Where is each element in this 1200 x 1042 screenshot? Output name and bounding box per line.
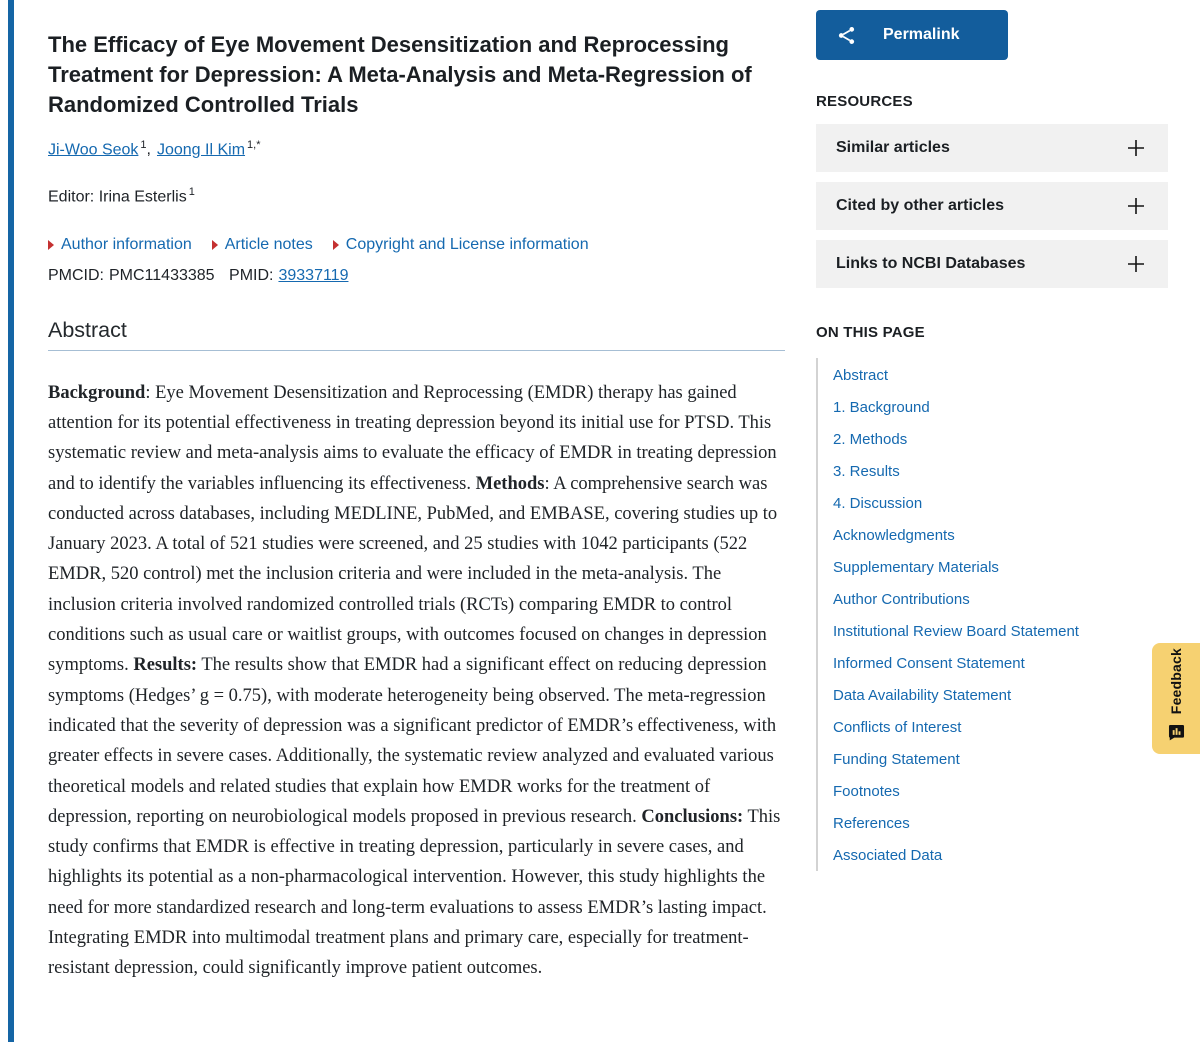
toc-link-supplementary-materials[interactable]: Supplementary Materials xyxy=(833,559,999,576)
permalink-button[interactable] xyxy=(816,10,1008,60)
article-notes-link[interactable] xyxy=(212,236,313,254)
pmcid-value: PMC11433385 xyxy=(109,266,215,284)
author-information-label: Author information xyxy=(61,235,192,253)
toc-link-informed-consent-statement[interactable]: Informed Consent Statement xyxy=(833,655,1025,672)
toc-link-discussion[interactable]: 4. Discussion xyxy=(833,495,923,512)
right-sidebar xyxy=(816,0,1168,871)
red-triangle-bullet-icon xyxy=(48,240,54,250)
feedback-label: Feedback xyxy=(1168,647,1184,714)
resources-heading: RESOURCES xyxy=(816,93,913,110)
article-links-row xyxy=(48,236,785,254)
article-notes-label: Article notes xyxy=(224,235,313,253)
toc-link-references[interactable]: References xyxy=(833,815,910,832)
toc-link-funding-statement[interactable]: Funding Statement xyxy=(833,751,960,768)
similar-articles-label: Similar articles xyxy=(836,139,950,156)
author-affiliation-sup: 1 xyxy=(140,139,147,151)
authors-line xyxy=(48,139,785,159)
abstract-methods-label: Methods xyxy=(475,473,545,494)
plus-expand-icon xyxy=(1126,138,1146,158)
abstract-results-label: Results: xyxy=(133,655,198,676)
copyright-license-link[interactable] xyxy=(333,236,589,254)
toc-link-data-availability-statement[interactable]: Data Availability Statement xyxy=(833,687,1012,704)
editor-affiliation-sup: 1 xyxy=(188,186,195,199)
accordion-similar-articles[interactable] xyxy=(816,124,1168,172)
permalink-label: Permalink xyxy=(883,26,960,43)
author-affiliation-sup: 1,* xyxy=(247,139,261,151)
author-separator: , xyxy=(146,141,151,159)
on-this-page-heading: ON THIS PAGE xyxy=(816,324,925,341)
left-accent-bar xyxy=(8,0,14,1042)
ncbi-links-label: Links to NCBI Databases xyxy=(836,255,1026,272)
pmid-link[interactable]: 39337119 xyxy=(278,266,349,284)
abstract-background-label: Background xyxy=(48,382,146,403)
toc-link-institutional-review-board-statement[interactable]: Institutional Review Board Statement xyxy=(833,623,1079,640)
article-title: The Efficacy of Eye Movement Desensitization and Reprocessing Treatment for Depression: A Meta-Analysis and Meta-Regression of Randomized Controlled Trials xyxy=(48,32,752,117)
abstract-heading: Abstract xyxy=(48,318,785,351)
on-this-page-nav xyxy=(816,358,1168,871)
toc-link-results[interactable]: 3. Results xyxy=(833,463,900,480)
toc-link-associated-data[interactable]: Associated Data xyxy=(833,847,943,864)
toc-link-abstract[interactable]: Abstract xyxy=(833,367,889,384)
author-information-link[interactable] xyxy=(48,236,192,254)
abstract-results-text: The results show that EMDR had a significant effect on reducing depression symptoms (Hedges’ g = 0.75), with moderate heterogeneity being observed. The meta-regression indicated that the severity of depression was a significant predictor of EMDR’s effectiveness, with greater effects in severe cases. Additionally, the systematic review analyzed and evaluated various theoretical models and related studies that explain how EMDR works for the treatment of depression, reporting on neurobiological models proposed in previous research. xyxy=(48,655,777,827)
toc-link-background[interactable]: 1. Background xyxy=(833,399,930,416)
copyright-license-label: Copyright and License information xyxy=(345,235,589,253)
pmcid-label: PMCID: xyxy=(48,266,104,284)
toc-link-methods[interactable]: 2. Methods xyxy=(833,431,908,448)
feedback-button[interactable] xyxy=(1152,643,1200,754)
plus-expand-icon xyxy=(1126,254,1146,274)
toc-link-conflicts-of-interest[interactable]: Conflicts of Interest xyxy=(833,719,962,736)
abstract-paragraph xyxy=(48,378,785,984)
plus-expand-icon xyxy=(1126,196,1146,216)
article-main-column xyxy=(48,0,785,984)
editor-line xyxy=(48,186,785,206)
accordion-links-to-ncbi-databases[interactable] xyxy=(816,240,1168,288)
accordion-cited-by-other-articles[interactable] xyxy=(816,182,1168,230)
abstract-methods-text: : A comprehensive search was conducted across databases, including MEDLINE, PubMed, and EMBASE, covering studies up to January 2023. A total of 521 studies were screened, and 25 studies with 1042 participants (522 EMDR, 520 control) met the inclusion criteria and were included in the meta-analysis. The inclusion criteria involved randomized controlled trials (RCTs) comparing EMDR to control conditions such as usual care or waitlist groups, with outcomes focused on changes in depression symptoms. xyxy=(48,473,778,676)
cited-by-label: Cited by other articles xyxy=(836,197,1005,214)
abstract-conclusions-label: Conclusions: xyxy=(641,806,744,827)
pmid-group xyxy=(229,267,348,284)
abstract-background-text: : Eye Movement Desensitization and Reprocessing (EMDR) therapy has gained attention for its potential effectiveness in treating depression beyond its initial use for PTSD. This systematic review and meta-analysis aims to evaluate the efficacy of EMDR in treating depression and to identify the variables influencing its effectiveness. xyxy=(48,382,777,494)
toc-link-author-contributions[interactable]: Author Contributions xyxy=(833,591,970,608)
pmid-label: PMID: xyxy=(229,266,274,284)
abstract-conclusions-text: This study confirms that EMDR is effective in treating depression, particularly in severe cases, and highlights its potential as a non-pharmacological intervention. However, this study highlights the need for more standardized research and long-term evaluations to assess EMDR’s lasting impact. Integrating EMDR into multimodal treatment plans and primary care, especially for treatment-resistant depression, could significantly improve patient outcomes. xyxy=(48,806,781,979)
feedback-survey-icon xyxy=(1167,723,1186,742)
toc-link-acknowledgments[interactable]: Acknowledgments xyxy=(833,527,955,544)
article-ids-line xyxy=(48,267,785,285)
author-link-joong-il-kim[interactable]: Joong Il Kim xyxy=(156,141,246,159)
editor-text: Editor: Irina Esterlis xyxy=(48,188,187,206)
author-link-ji-woo-seok[interactable]: Ji-Woo Seok xyxy=(48,141,139,159)
toc-link-footnotes[interactable]: Footnotes xyxy=(833,783,900,800)
share-icon xyxy=(836,25,857,46)
red-triangle-bullet-icon xyxy=(333,240,339,250)
red-triangle-bullet-icon xyxy=(212,240,218,250)
resources-accordion xyxy=(816,124,1168,288)
